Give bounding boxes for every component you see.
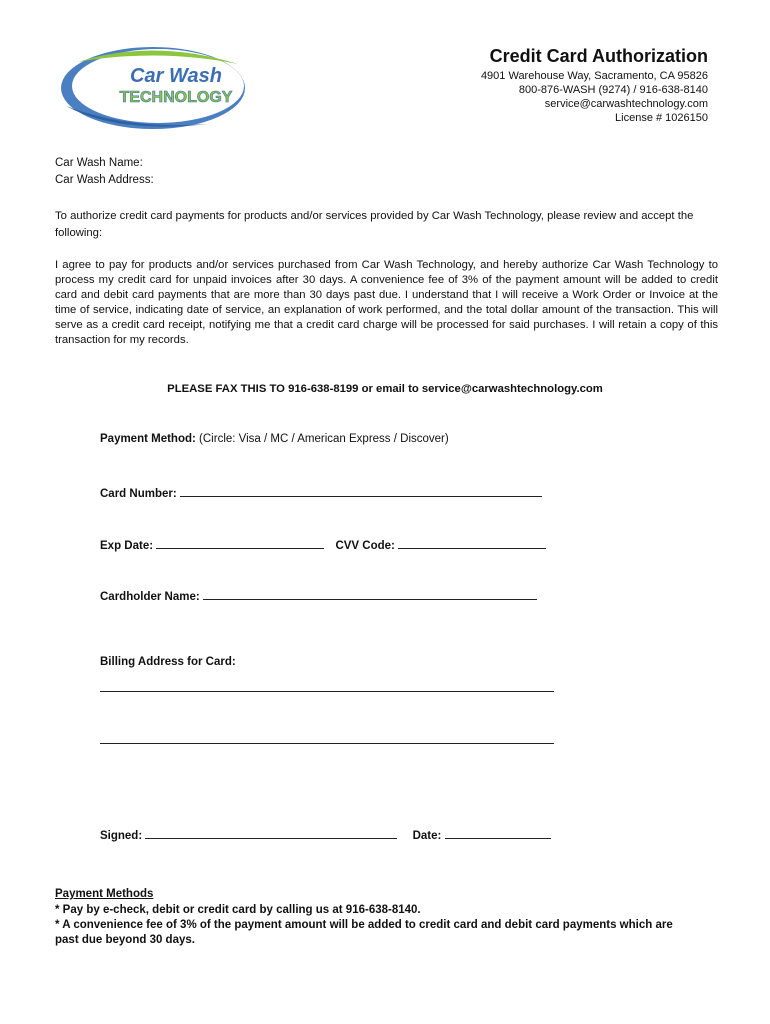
signature-field[interactable] <box>145 827 397 839</box>
payment-method-options: (Circle: Visa / MC / American Express / Discover) <box>199 433 449 445</box>
company-email: service@carwashtechnology.com <box>544 98 708 110</box>
billing-address-label: Billing Address for Card: <box>100 656 236 668</box>
card-number-label: Card Number: <box>100 488 177 500</box>
payment-methods-heading: Payment Methods <box>55 888 154 900</box>
payment-note-2: * A convenience fee of 3% of the payment amount will be added to credit card and debit card payments which are past due beyond 30 days. <box>55 919 673 946</box>
payment-method-row <box>100 433 449 445</box>
cardholder-row <box>100 588 537 603</box>
cvv-field[interactable] <box>398 537 546 549</box>
agreement-paragraph: I agree to pay for products and/or services purchased from Car Wash Technology, and hereby authorize Car Wash Technology to process my credit card for unpaid invoices after 30 days. A convenience fee of 3% of the payment amount will be added to credit card and debit card payments that are more than 30 days past due. I understand that I will receive a Work Order or Invoice at the time of service, indicating date of service, an explanation of work performed, and the total dollar amount of the transaction. This will serve as a credit card receipt, notifying me that a credit card charge will be processed for said purchases. I will retain a copy of this transaction for my records. <box>55 259 718 346</box>
license-number: License # 1026150 <box>615 112 708 124</box>
fax-notice: PLEASE FAX THIS TO 916-638-8199 or email to service@carwashtechnology.com <box>167 383 603 395</box>
payment-method-label: Payment Method: <box>100 433 196 445</box>
document-title: Credit Card Authorization <box>489 46 708 66</box>
cardholder-label: Cardholder Name: <box>100 591 200 603</box>
date-field[interactable] <box>445 827 551 839</box>
card-number-field[interactable] <box>180 485 542 497</box>
date-label: Date: <box>412 830 442 842</box>
exp-cvv-row <box>100 537 546 552</box>
car-wash-name-label: Car Wash Name: <box>55 157 143 169</box>
signed-label: Signed: <box>100 830 143 842</box>
cardholder-field[interactable] <box>203 588 537 600</box>
intro-paragraph: To authorize credit card payments for products and/or services provided by Car Wash Technology, please review and accept the following: <box>55 210 694 239</box>
signature-row <box>100 827 551 842</box>
logo-swoosh <box>58 44 248 132</box>
payment-note-1: * Pay by e-check, debit or credit card by calling us at 916-638-8140. <box>55 904 421 916</box>
exp-date-field[interactable] <box>156 537 324 549</box>
logo-text-line1: Car Wash <box>130 65 222 87</box>
exp-date-label: Exp Date: <box>100 540 154 552</box>
car-wash-address-label: Car Wash Address: <box>55 174 154 186</box>
company-phone: 800-876-WASH (9274) / 916-638-8140 <box>518 84 708 96</box>
logo-text-line2: TECHNOLOGY <box>119 89 233 106</box>
company-address: 4901 Warehouse Way, Sacramento, CA 95826 <box>480 70 708 82</box>
card-number-row <box>100 485 542 500</box>
cvv-label: CVV Code: <box>335 540 395 552</box>
company-logo <box>58 44 248 132</box>
billing-address-line-2[interactable] <box>100 743 554 744</box>
billing-address-line-1[interactable] <box>100 691 554 692</box>
